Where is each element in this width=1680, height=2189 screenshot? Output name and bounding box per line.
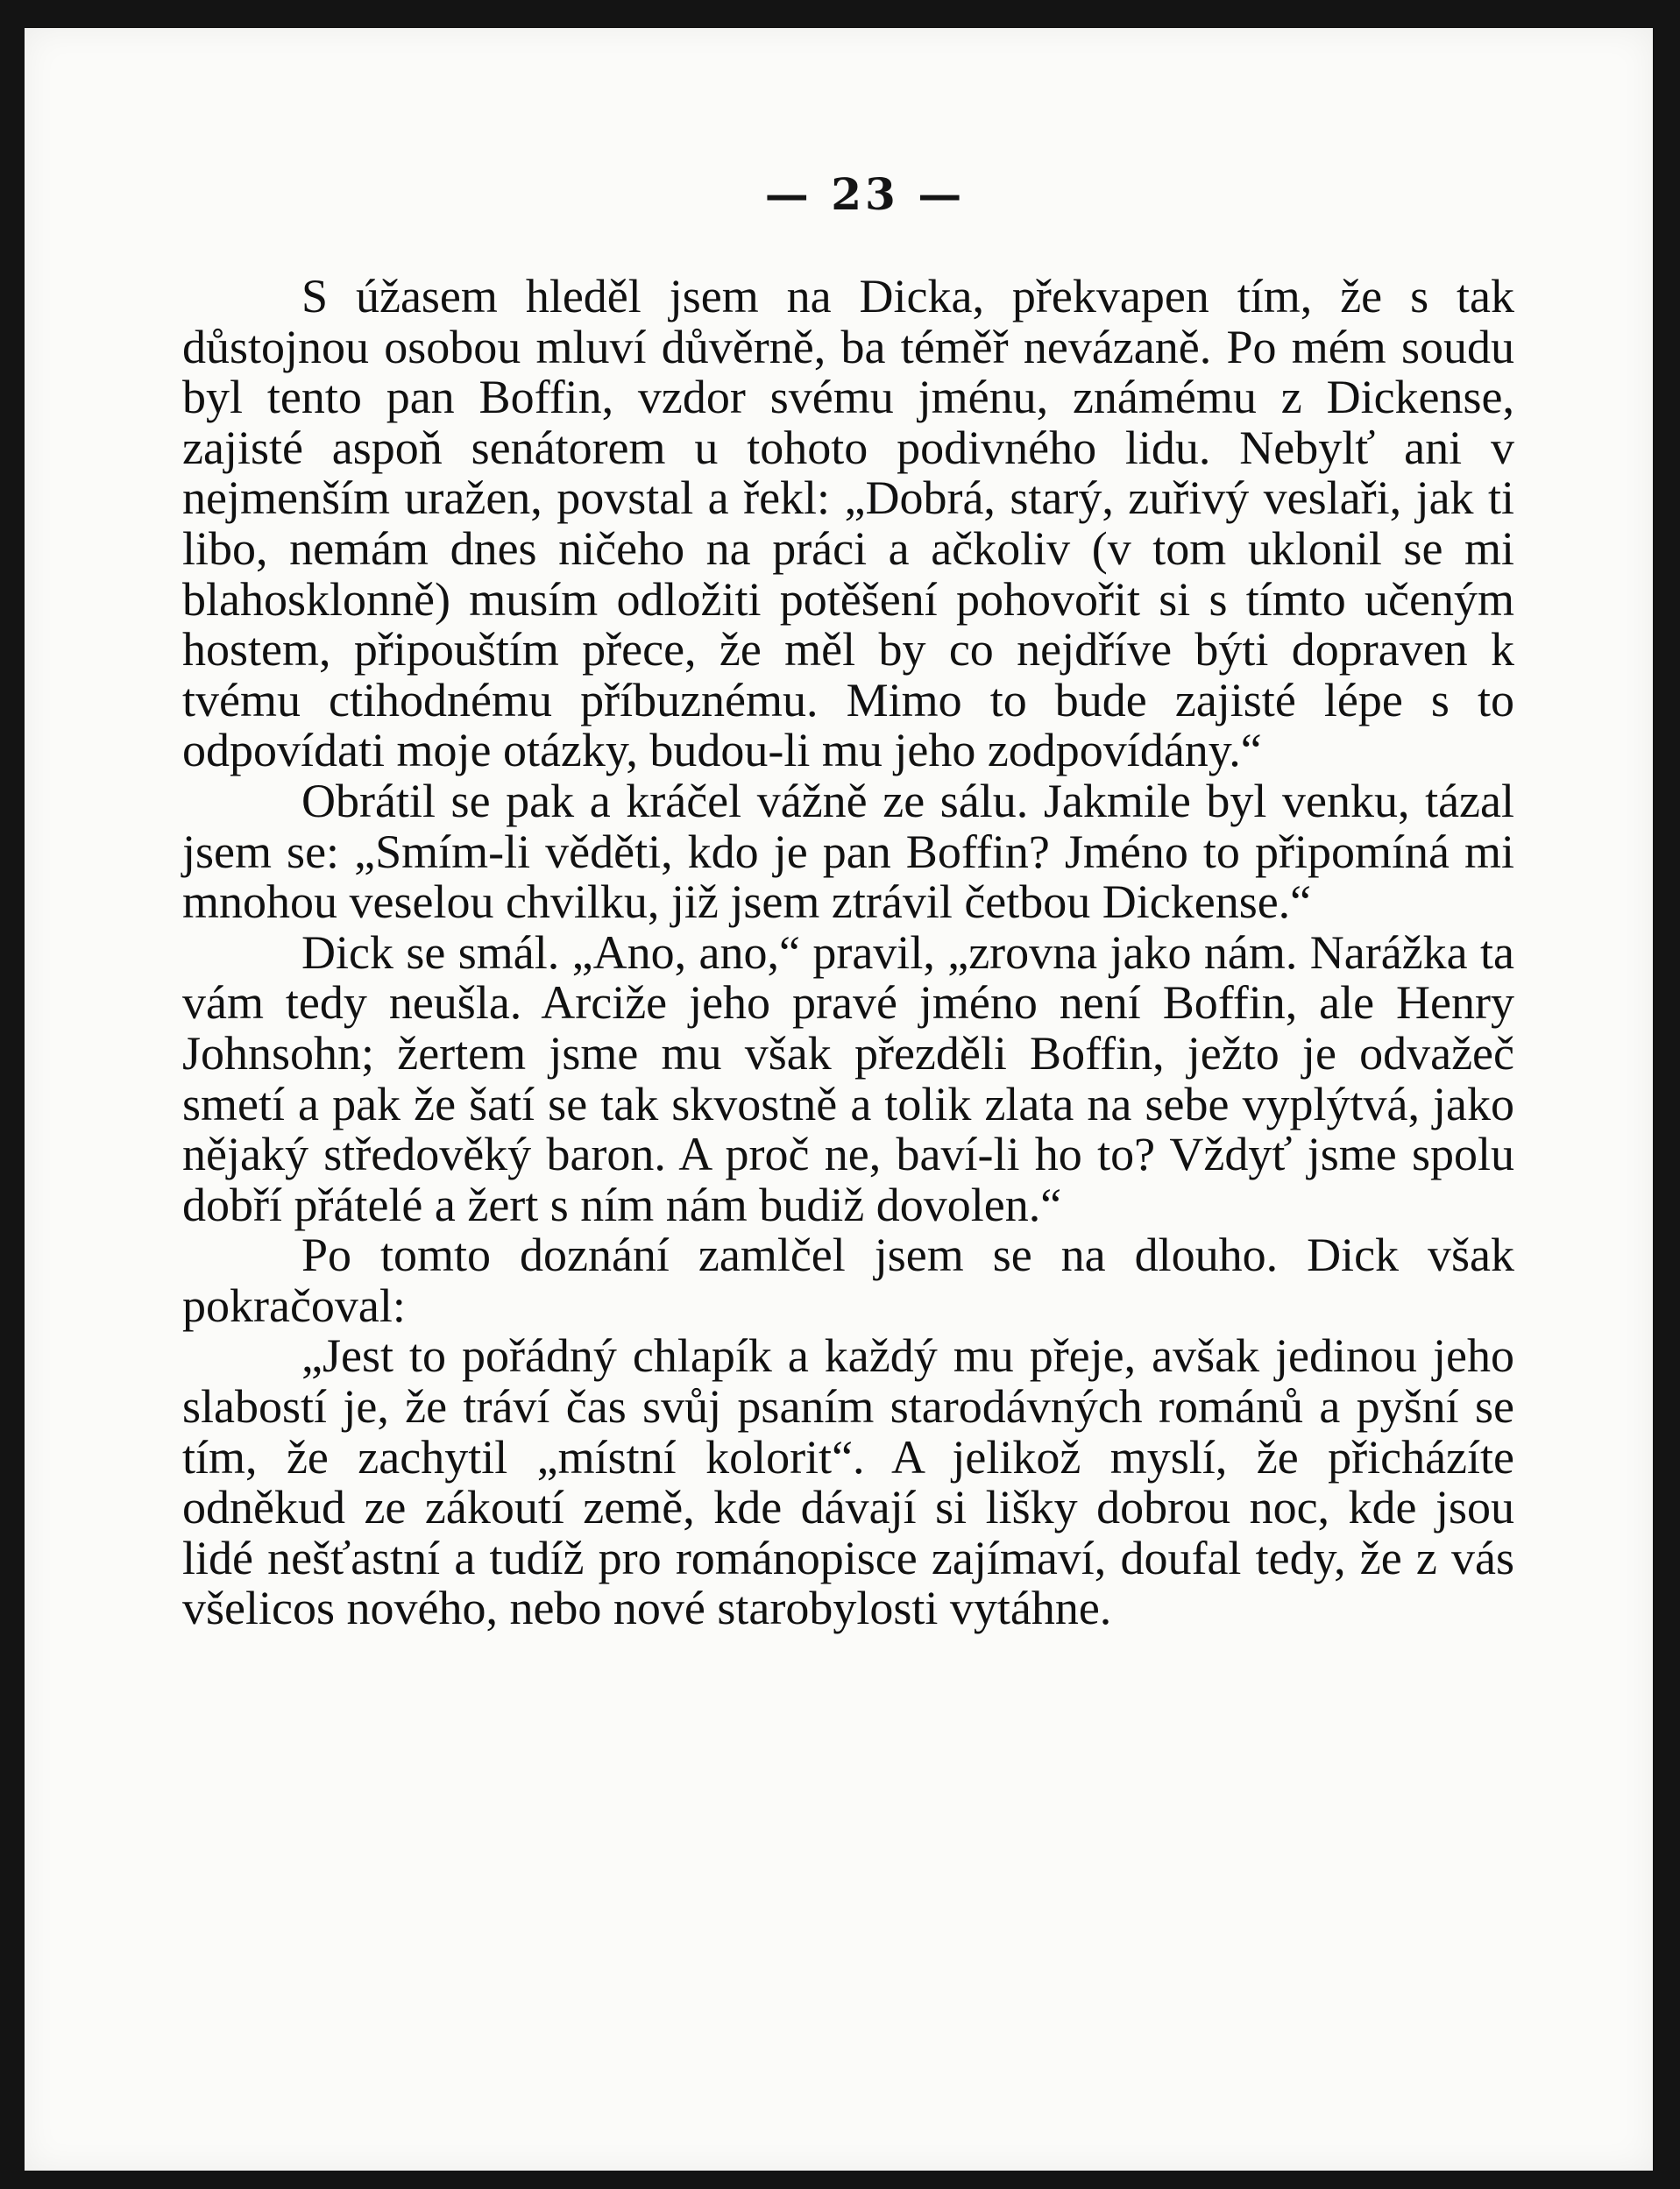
paragraph-4: Po tomto doznání zamlčel jsem se na dlouho. Dick však pokračoval: <box>182 1229 1514 1332</box>
paragraph-2: Obrátil se pak a kráčel vážně ze sálu. Jakmile byl venku, tázal jsem se: „Smím-li věděti, kdo je pan Boffin? Jméno to připomíná mi mnohou veselou chvilku, již jsem ztrávil četbou Dickense.“ <box>182 774 1514 929</box>
paragraph-5: „Jest to pořádný chlapík a každý mu přeje, avšak jedinou jeho slabostí je, že tráví čas svůj psaním starodávných románů a pyšní se tím, že zachytil „místní kolorit“. A jelikož myslí, že přicházíte odněkud ze zákoutí země, kde dávají si lišky dobrou noc, kde jsou lidé nešťastní a tudíž pro románopisce zajímaví, doufal tedy, že z vás všelicos nového, nebo nové starobylosti vytáhne. <box>182 1329 1514 1635</box>
paragraph-1: S úžasem hleděl jsem na Dicka, překvapen tím, že s tak důstojnou osobou mluví důvěrně, ba téměř nevázaně. Po mém soudu byl tento pan Boffin, vzdor svému jménu, známému z Dickense, zajisté aspoň senátorem u tohoto podivného lidu. Nebylť ani v nejmenším uražen, povstal a řekl: „Dobrá, starý, zuřivý veslaři, jak ti libo, nemám dnes ničeho na práci a ačkoliv (v tom uklonil se mi blahosklonně) musím odložiti potěšení pohovořit si s tímto učeným hostem, připouštím přece, že měl by co nejdříve býti dopraven k tvému ctihodnému příbuznému. Mimo to bude zajisté lépe s to odpovídati moje otázky, budou-li mu jeho zodpovídány.“ <box>182 270 1514 777</box>
page-body-text <box>182 272 1514 1634</box>
paragraph-3: Dick se smál. „Ano, ano,“ pravil, „zrovna jako nám. Narážka ta vám tedy neušla. Arciže jeho pravé jméno není Boffin, ale Henry Johnsohn; žertem jsme mu však přezděli Boffin, ježto je odvažeč smetí a pak že šatí se tak skvostně a tolik zlata na sebe vyplýtvá, jako nějaký středověký baron. A proč ne, baví-li ho to? Vždyť jsme spolu dobří přátelé a žert s ním nám budiž dovolen.“ <box>182 925 1514 1231</box>
book-page <box>25 28 1653 2171</box>
page-number: — 23 — <box>764 168 966 220</box>
